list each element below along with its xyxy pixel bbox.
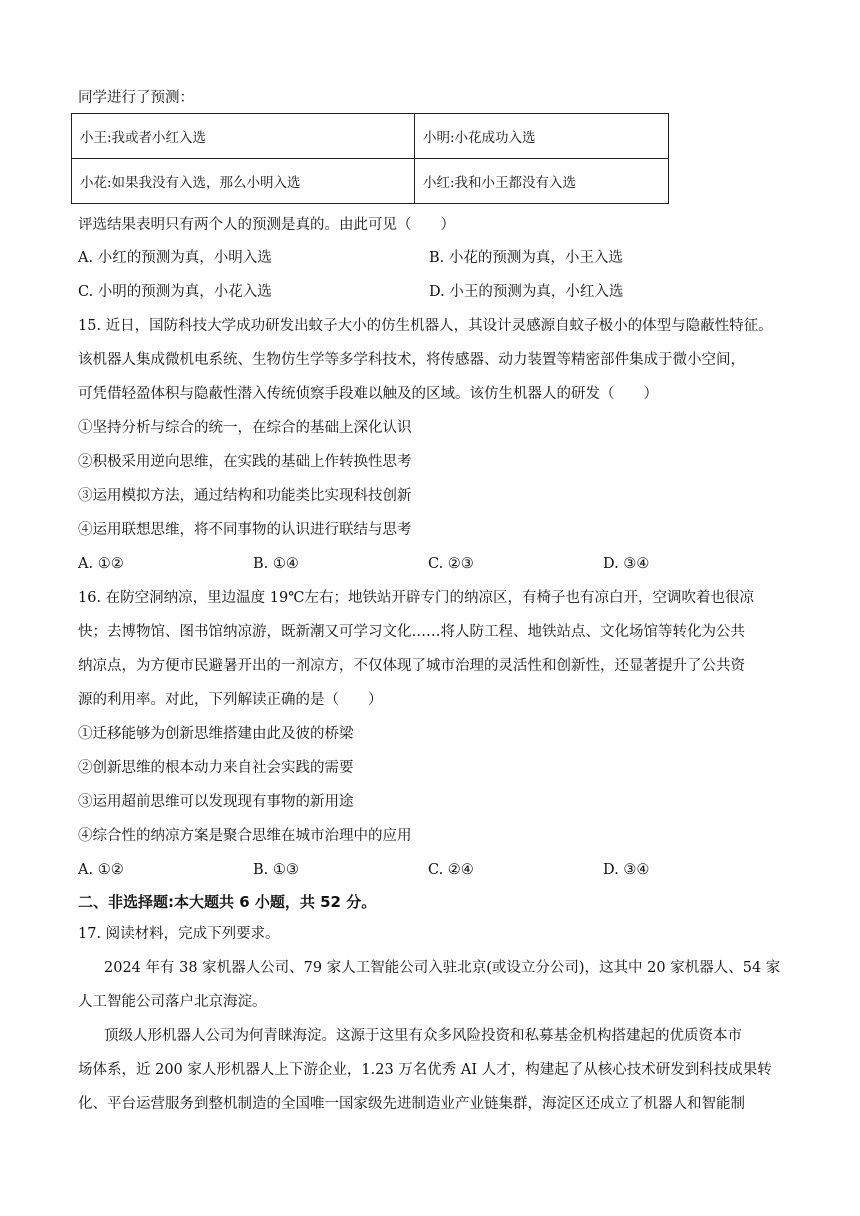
q16-line: 快；去博物馆、图书馆纳凉游，既新潮又可学习文化……将人防工程、地铁站点、文化场馆等转化为公共: [78, 624, 745, 640]
intro-text: 同学进行了预测：: [78, 90, 194, 106]
q14-options-row2: [78, 282, 780, 302]
q16-item: ①迁移能够为创新思维搭建由此及彼的桥梁: [78, 726, 354, 742]
section-heading: 二、非选择题:本大题共 6 小题，共 52 分。: [78, 893, 377, 911]
material-paragraph-line: 顶级人形机器人公司为何青睐海淀。这源于这里有众多风险投资和私募基金机构搭建起的优质资本市: [104, 1028, 742, 1044]
q15-line: 可凭借轻盈体积与隐蔽性潜入传统侦察手段难以触及的区域。该仿生机器人的研发（ ）: [78, 386, 658, 402]
material-paragraph-line: 人工智能公司落户北京海淀。: [78, 994, 267, 1010]
q16-line: 16. 在防空洞纳凉，里边温度 19℃左右；地铁站开辟专门的纳凉区，有椅子也有凉白开，空调吹着也很凉: [78, 590, 754, 606]
q16-line: 纳凉点，为方便市民避暑开出的一剂凉方，不仅体现了城市治理的灵活性和创新性，还显著提升了公共资: [78, 658, 745, 674]
option-a: A. ①②: [78, 556, 124, 572]
table-row: [72, 159, 669, 204]
option-b: B. ①③: [253, 862, 299, 878]
prediction-table: [71, 113, 669, 204]
option-c: C. ②③: [428, 556, 474, 572]
option-b: B. ①④: [253, 556, 299, 572]
table-cell: 小王:我或者小红入选: [72, 114, 415, 159]
q15-line: 15. 近日，国防科技大学成功研发出蚊子大小的仿生机器人，其设计灵感源自蚊子极小的体型与隐蔽性特征。: [78, 318, 773, 334]
q16-item: ④综合性的纳凉方案是聚合思维在城市治理中的应用: [78, 828, 412, 844]
table-cell: 小红:我和小王都没有入选: [415, 159, 669, 204]
q16-item: ③运用超前思维可以发现现有事物的新用途: [78, 794, 354, 810]
option-c: C. 小明的预测为真，小花入选: [78, 284, 272, 300]
option-a: A. 小红的预测为真，小明入选: [78, 250, 272, 266]
option-a: A. ①②: [78, 862, 124, 878]
material-paragraph-line: 2024 年有 38 家机器人公司、79 家人工智能公司入驻北京(或设立分公司)，这其中 20 家机器人、54 家: [104, 960, 781, 976]
q17-stem: 17. 阅读材料，完成下列要求。: [78, 926, 280, 942]
table-cell: 小明:小花成功入选: [415, 114, 669, 159]
option-d: D. ③④: [603, 556, 650, 572]
q14-options-row1: [78, 248, 780, 268]
q15-line: 该机器人集成微机电系统、生物仿生学等多学科技术，将传感器、动力装置等精密部件集成于微小空间，: [78, 352, 745, 368]
material-paragraph-line: 化、平台运营服务到整机制造的全国唯一国家级先进制造业产业链集群，海淀区还成立了机器人和智能制: [78, 1096, 745, 1112]
q16-item: ②创新思维的根本动力来自社会实践的需要: [78, 760, 354, 776]
q15-item: ②积极采用逆向思维，在实践的基础上作转换性思考: [78, 454, 412, 470]
table-row: [72, 114, 669, 159]
q16-options: [78, 860, 778, 880]
q15-item: ④运用联想思维，将不同事物的认识进行联结与思考: [78, 522, 412, 538]
q15-options: [78, 554, 778, 574]
option-d: D. 小王的预测为真，小红入选: [429, 284, 624, 300]
q16-line: 源的利用率。对此，下列解读正确的是（ ）: [78, 692, 383, 708]
q14-stem: 评选结果表明只有两个人的预测是真的。由此可见（ ）: [78, 217, 455, 233]
option-d: D. ③④: [603, 862, 650, 878]
q15-item: ①坚持分析与综合的统一，在综合的基础上深化认识: [78, 420, 412, 436]
option-c: C. ②④: [428, 862, 474, 878]
material-paragraph-line: 场体系，近 200 家人形机器人上下游企业，1.23 万名优秀 AI 人才，构建起了从核心技术研发到科技成果转: [78, 1062, 772, 1078]
table-cell: 小花:如果我没有入选，那么小明入选: [72, 159, 415, 204]
q15-item: ③运用模拟方法，通过结构和功能类比实现科技创新: [78, 488, 412, 504]
option-b: B. 小花的预测为真，小王入选: [429, 250, 623, 266]
